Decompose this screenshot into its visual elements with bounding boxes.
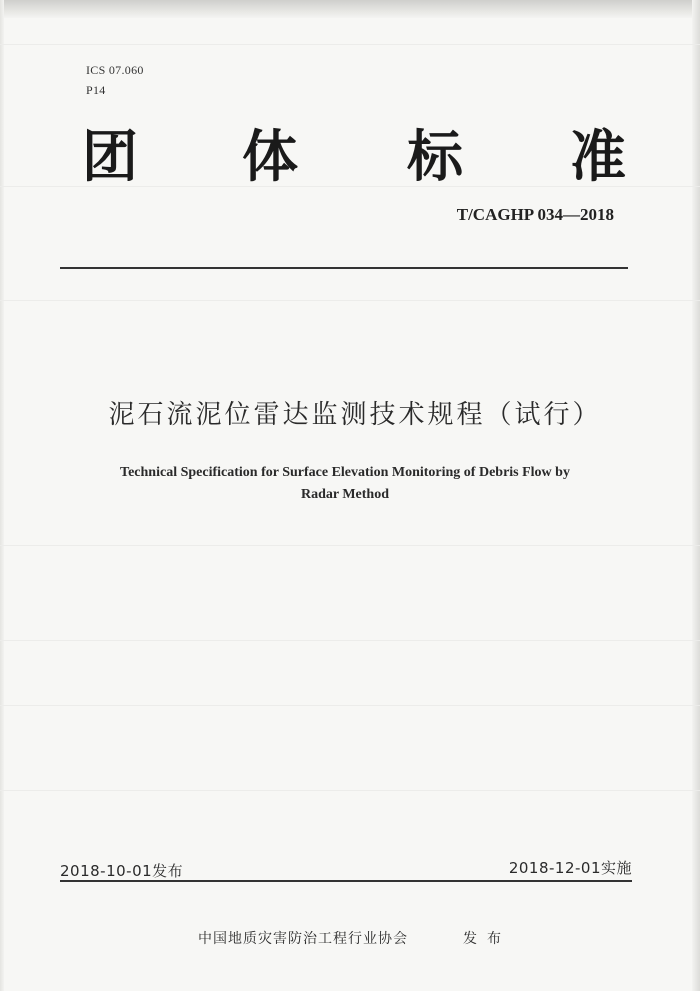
top-divider — [60, 267, 628, 269]
heading-char: 准 — [570, 125, 626, 190]
heading-char: 团 — [82, 125, 138, 190]
scan-line — [0, 705, 700, 706]
category-code: P14 — [86, 83, 106, 97]
heading-char: 标 — [407, 125, 463, 190]
title-english — [0, 462, 690, 506]
scan-line — [0, 545, 700, 546]
title-english-line-2: Radar Method — [300, 487, 390, 502]
publisher-name: 中国地质灾害防治工程行业协会 — [198, 931, 408, 947]
publish-label: 发布 — [463, 931, 511, 947]
title-chinese: 泥石流泥位雷达监测技术规程（试行） — [108, 400, 602, 430]
scan-edge-right — [692, 0, 700, 991]
title-english-line-1: Technical Specification for Surface Elevation Monitoring of Debris Flow by — [120, 465, 570, 480]
release-date: 2018-10-01发布 — [60, 862, 184, 880]
ics-code: ICS 07.060 — [86, 63, 144, 77]
standard-type-heading — [82, 118, 630, 198]
document-code: T/CAGHP 034—2018 — [456, 205, 614, 224]
scan-line — [0, 790, 700, 791]
bottom-divider — [60, 880, 632, 882]
effective-date: 2018-12-01实施 — [508, 859, 632, 877]
scan-line — [0, 640, 700, 641]
scan-line — [0, 44, 700, 45]
scan-edge-top — [0, 0, 700, 18]
heading-char: 体 — [242, 125, 298, 190]
scan-line — [0, 300, 700, 301]
